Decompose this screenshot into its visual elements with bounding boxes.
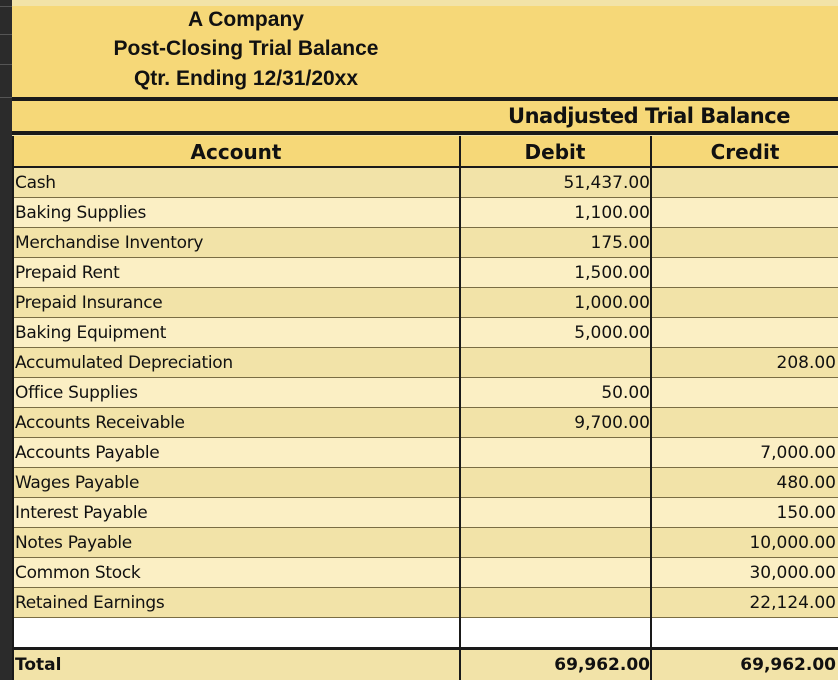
- group-header-label: Unadjusted Trial Balance: [508, 104, 790, 128]
- credit-cell: 22,124.00: [749, 593, 836, 613]
- credit-cell: 7,000.00: [760, 443, 836, 463]
- table-row[interactable]: [12, 438, 838, 468]
- account-cell: Baking Equipment: [15, 323, 167, 343]
- debit-cell: 5,000.00: [574, 323, 650, 343]
- row-gutter: [0, 0, 12, 680]
- table-row[interactable]: [12, 258, 838, 288]
- table-row[interactable]: [12, 498, 838, 528]
- account-cell: Prepaid Insurance: [15, 293, 163, 313]
- account-cell: Accumulated Depreciation: [15, 353, 233, 373]
- account-cell: Common Stock: [15, 563, 141, 583]
- grid-line-account-debit: [459, 136, 461, 680]
- total-label: Total: [15, 655, 62, 675]
- table-row[interactable]: [12, 318, 838, 348]
- credit-cell: 10,000.00: [749, 533, 836, 553]
- table-row[interactable]: [12, 528, 838, 558]
- column-header-credit: Credit: [710, 140, 780, 164]
- credit-cell: [652, 318, 836, 348]
- total-credit: 69,962.00: [740, 655, 836, 675]
- table-row[interactable]: [12, 408, 838, 438]
- table-row[interactable]: [12, 558, 838, 588]
- column-header-debit: Debit: [524, 140, 586, 164]
- account-cell: Notes Payable: [15, 533, 132, 553]
- credit-cell: [652, 168, 836, 198]
- debit-cell: 50.00: [601, 383, 650, 403]
- table-row[interactable]: [12, 198, 838, 228]
- debit-cell: 1,000.00: [574, 293, 650, 313]
- total-debit: 69,962.00: [554, 655, 650, 675]
- table-row[interactable]: [12, 468, 838, 498]
- debit-cell: [460, 528, 650, 558]
- report-title: Post-Closing Trial Balance: [113, 37, 379, 60]
- credit-cell: [652, 228, 836, 258]
- grid-line-debit-credit: [650, 136, 652, 680]
- debit-cell: 175.00: [590, 233, 650, 253]
- account-cell: Retained Earnings: [15, 593, 165, 613]
- table-row[interactable]: [12, 378, 838, 408]
- table-row[interactable]: [12, 348, 838, 378]
- credit-cell: 150.00: [776, 503, 836, 523]
- table-row[interactable]: [12, 288, 838, 318]
- company-title: A Company: [188, 8, 304, 31]
- account-cell: Accounts Receivable: [15, 413, 185, 433]
- credit-cell: [652, 198, 836, 228]
- gutter-line: [0, 34, 12, 35]
- account-cell: Baking Supplies: [15, 203, 147, 223]
- debit-cell: [460, 468, 650, 498]
- debit-cell: [460, 348, 650, 378]
- account-cell: Interest Payable: [15, 503, 148, 523]
- gutter-line: [0, 6, 12, 7]
- debit-cell: [460, 558, 650, 588]
- debit-cell: 9,700.00: [574, 413, 650, 433]
- debit-cell: 1,100.00: [574, 203, 650, 223]
- credit-cell: [652, 408, 836, 438]
- grid-line-left: [12, 136, 14, 680]
- debit-cell: 1,500.00: [574, 263, 650, 283]
- gutter-line: [0, 64, 12, 65]
- debit-cell: [460, 438, 650, 468]
- gutter-line: [0, 97, 12, 98]
- account-cell: Prepaid Rent: [15, 263, 120, 283]
- account-cell: Accounts Payable: [15, 443, 160, 463]
- total-row[interactable]: [12, 650, 838, 680]
- credit-cell: 480.00: [776, 473, 836, 493]
- account-cell: Merchandise Inventory: [15, 233, 204, 253]
- credit-cell: 208.00: [776, 353, 836, 373]
- table-row[interactable]: [12, 588, 838, 618]
- account-cell: Cash: [15, 173, 56, 193]
- blank-row[interactable]: [12, 618, 838, 648]
- column-header-account: Account: [190, 140, 282, 164]
- credit-cell: 30,000.00: [749, 563, 836, 583]
- debit-cell: [460, 588, 650, 618]
- account-cell: Wages Payable: [15, 473, 140, 493]
- table-row[interactable]: [12, 228, 838, 258]
- credit-cell: [652, 288, 836, 318]
- table-row[interactable]: [12, 168, 838, 198]
- credit-cell: [652, 258, 836, 288]
- debit-cell: [460, 498, 650, 528]
- account-cell: Office Supplies: [15, 383, 138, 403]
- credit-cell: [652, 378, 836, 408]
- group-header-divider: [12, 131, 838, 135]
- period-title: Qtr. Ending 12/31/20xx: [133, 67, 359, 90]
- debit-cell: 51,437.00: [563, 173, 650, 193]
